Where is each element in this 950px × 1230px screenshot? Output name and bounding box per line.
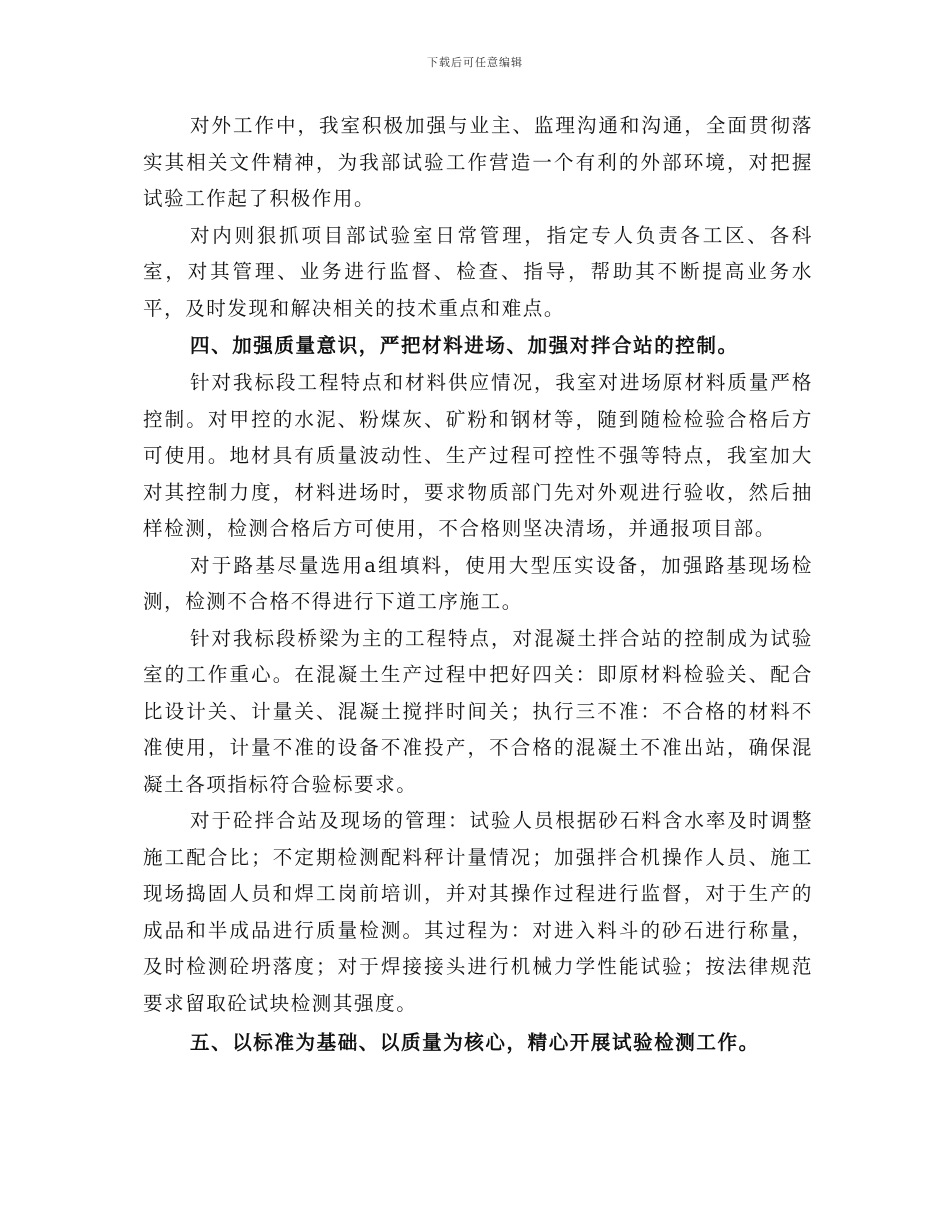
paragraph-material-control: 针对我标段工程特点和材料供应情况，我室对进场原材料质量严格控制。对甲控的水泥、粉煤灰、矿粉和钢材等，随到随检检验合格后方可使用。地材具有质量波动性、生产过程可控性不强等特点，我室加大对其控制力度，材料进场时，要求物质部门先对外观进行验收，然后抽样检测，检测合格后方可使用，不合格则坚决清场，并通报项目部。: [143, 371, 813, 540]
section-heading-5: 五、以标准为基础、以质量为核心，精心开展试验检测工作。: [190, 1031, 760, 1054]
paragraph-mixing-station: 针对我标段桥梁为主的工程特点，对混凝土拌合站的控制成为试验室的工作重心。在混凝土生产过程中把好四关：即原材料检验关、配合比设计关、计量关、混凝土搅拌时间关；执行三不准：不合格的材料不准使用，计量不准的设备不准投产，不合格的混凝土不准出站，确保混凝土各项指标符合验标要求。: [143, 626, 813, 796]
section-heading-4: 四、加强质量意识，严把材料进场、加强对拌合站的控制。: [190, 334, 739, 357]
paragraph-external-work: 对外工作中，我室积极加强与业主、监理沟通和沟通，全面贯彻落实其相关文件精神，为我部试验工作营造一个有利的外部环境，对把握试验工作起了积极作用。: [143, 114, 813, 210]
page-header-note: 下载后可任意编辑: [427, 56, 523, 69]
paragraph-internal-management: 对内则狠抓项目部试验室日常管理，指定专人负责各工区、各科室，对其管理、业务进行监督、检查、指导，帮助其不断提高业务水平，及时发现和解决相关的技术重点和难点。: [143, 223, 813, 320]
document-body: [143, 108, 813, 1062]
paragraph-site-management: 对于砼拌合站及现场的管理：试验人员根据砂石料含水率及时调整施工配合比；不定期检测配料秤计量情况；加强拌合机操作人员、施工现场捣固人员和焊工岗前培训，并对其操作过程进行监督，对于生产的成品和半成品进行质量检测。其过程为：对进入料斗的砂石进行称量，及时检测砼坍落度；对于焊接接头进行机械力学性能试验；按法律规范要求留取砼试块检测其强度。: [143, 809, 813, 1015]
paragraph-subgrade: 对于路基尽量选用a组填料，使用大型压实设备，加强路基现场检测，检测不合格不得进行下道工序施工。: [143, 553, 813, 613]
